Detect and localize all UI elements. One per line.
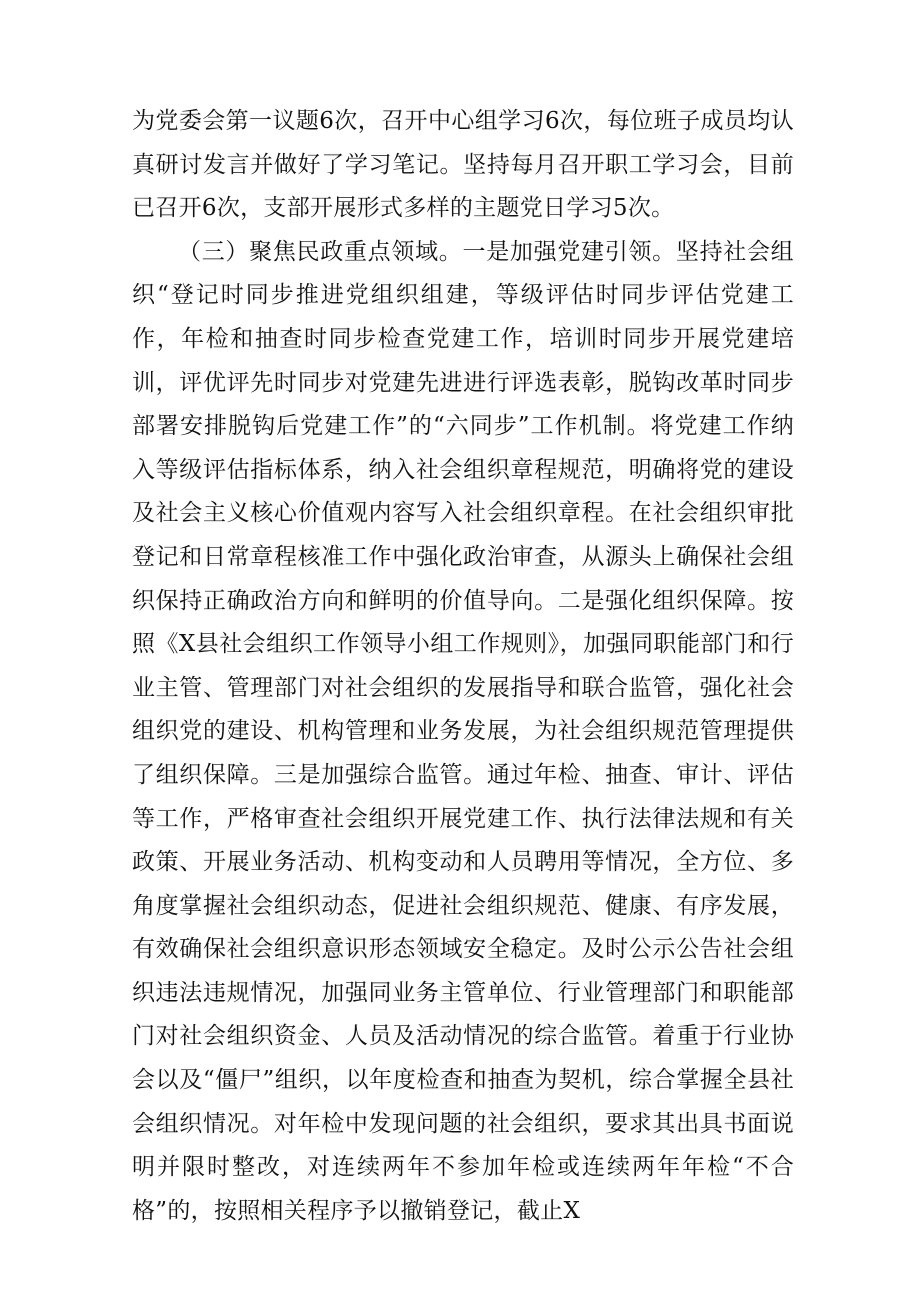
paragraph-section-3-social-organizations: （三）聚焦民政重点领域。一是加强党建引领。坚持社会组织“登记时同步推进党组织组建，等级评估时同步评估党建工作，年检和抽查时同步检查党建工作，培训时同步开展党建培训，评优评先时同步对党建先进进行评选表彰，脱钩改革时同步部署安排脱钩后党建工作”的“六同步”工作机制。将党建工作纳入等级评估指标体系，纳入社会组织章程规范，明确将党的建设及社会主义核心价值观内容写入社会组织章程。在社会组织审批登记和日常章程核准工作中强化政治审查，从源头上确保社会组织保持正确政治方向和鲜明的价值导向。二是强化组织保障。按照《X县社会组织工作领导小组工作规则》，加强同职能部门和行业主管、管理部门对社会组织的发展指导和联合监管，强化社会组织党的建设、机构管理和业务发展，为社会组织规范管理提供了组织保障。三是加强综合监管。通过年检、抽查、审计、评估等工作，严格审查社会组织开展党建工作、执行法律法规和有关政策、开展业务活动、机构变动和人员聘用等情况，全方位、多角度掌握社会组织动态，促进社会组织规范、健康、有序发展，有效确保社会组织意识形态领域安全稳定。及时公示公告社会组织违法违规情况，加强同业务主管单位、行业管理部门和职能部门对社会组织资金、人员及活动情况的综合监管。着重于行业协会以及“僵尸”组织，以年度检查和抽查为契机，综合掌握全县社会组织情况。对年检中发现问题的社会组织，要求其出具书面说明并限时整改，对连续两年不参加年检或连续两年年检“不合格”的，按照相关程序予以撤销登记，截止X	[132, 238, 794, 1224]
document-body	[132, 100, 794, 1233]
paragraph-continuation: 为党委会第一议题6次，召开中心组学习6次，每位班子成员均认真研讨发言并做好了学习笔记。坚持每月召开职工学习会，目前已召开6次，支部开展形式多样的主题党日学习5次。	[132, 108, 794, 222]
